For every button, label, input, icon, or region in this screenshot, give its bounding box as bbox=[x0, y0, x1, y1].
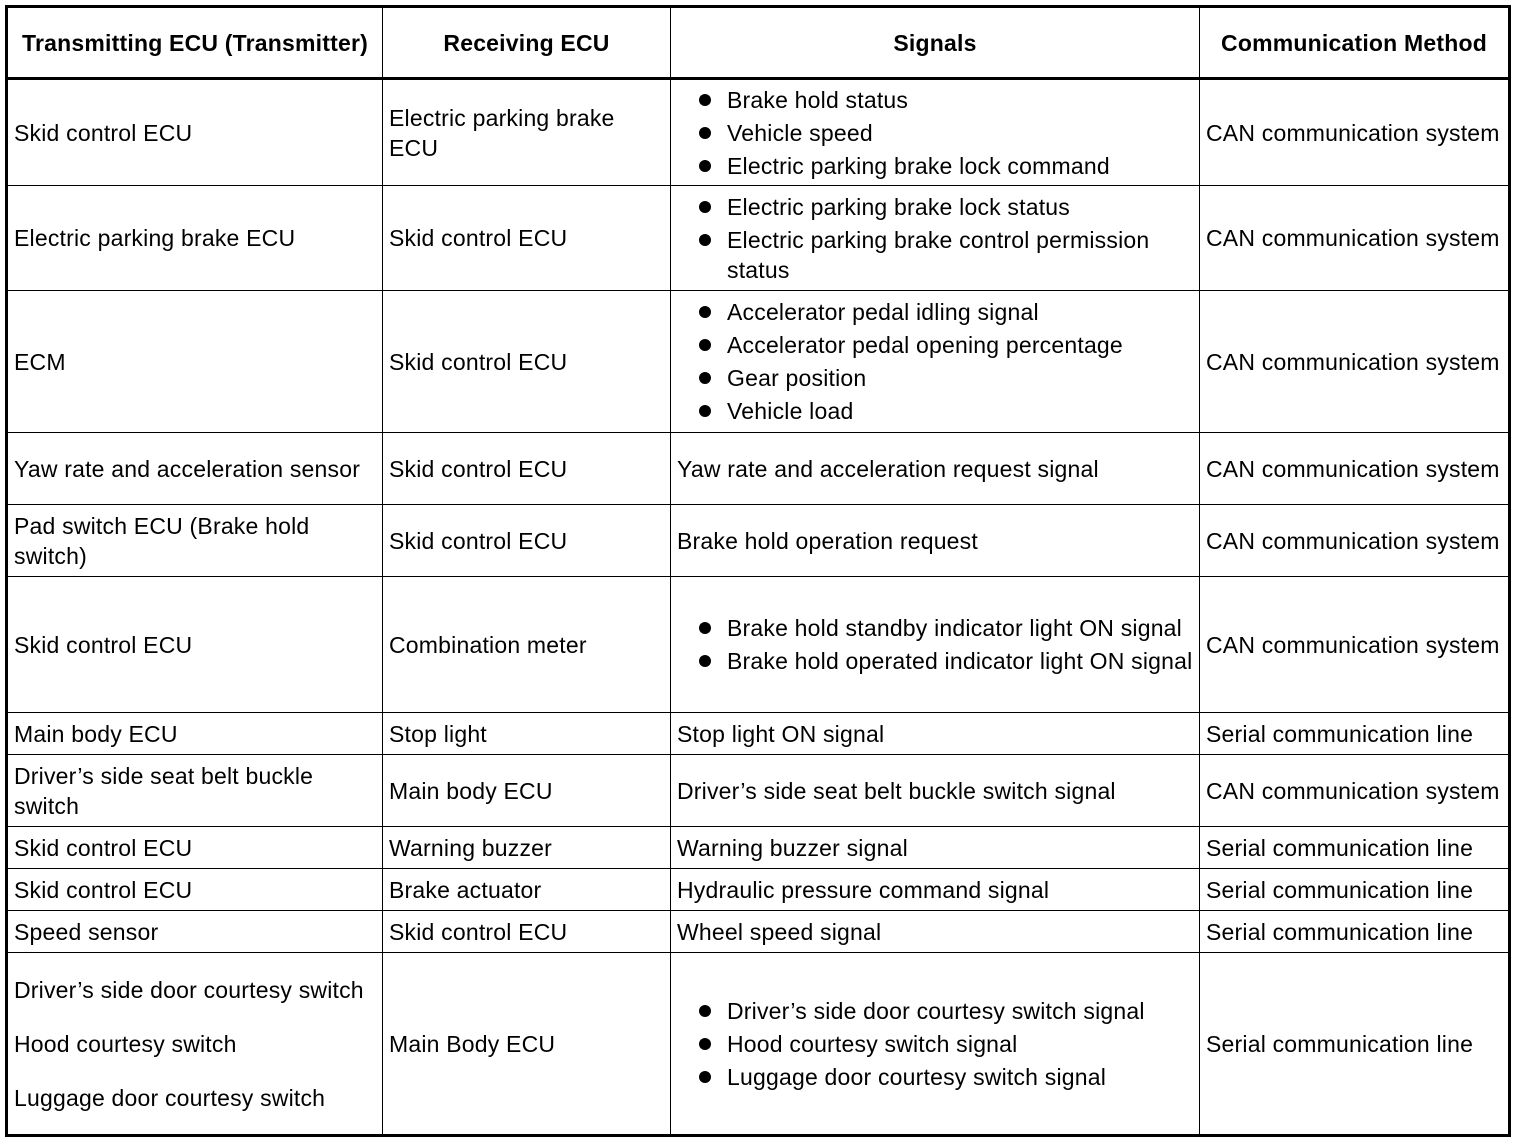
cell-communication-method: CAN communication system bbox=[1200, 577, 1510, 713]
cell-communication-method: Serial communication line bbox=[1200, 827, 1510, 869]
cell-transmitting-ecu bbox=[7, 186, 383, 291]
signal-list-item: Brake hold standby indicator light ON signal bbox=[695, 613, 1193, 643]
cell-transmitting-ecu bbox=[7, 713, 383, 755]
signal-list-item: Electric parking brake control permission status bbox=[695, 225, 1193, 285]
signal-list-item: Brake hold operated indicator light ON signal bbox=[695, 646, 1193, 676]
header-communication-method: Communication Method bbox=[1200, 7, 1510, 79]
cell-signals bbox=[671, 755, 1200, 827]
cell-transmitting-ecu bbox=[7, 291, 383, 433]
cell-signals bbox=[671, 869, 1200, 911]
table-row bbox=[7, 953, 1510, 1136]
cell-receiving-ecu: Skid control ECU bbox=[383, 186, 671, 291]
cell-receiving-ecu: Skid control ECU bbox=[383, 911, 671, 953]
cell-communication-method: CAN communication system bbox=[1200, 433, 1510, 505]
table-row bbox=[7, 186, 1510, 291]
cell-signals bbox=[671, 79, 1200, 186]
table-row bbox=[7, 869, 1510, 911]
table-row bbox=[7, 911, 1510, 953]
cell-transmitting-ecu bbox=[7, 911, 383, 953]
transmitting-ecu-text: Electric parking brake ECU bbox=[14, 225, 296, 251]
table-row bbox=[7, 827, 1510, 869]
cell-signals bbox=[671, 291, 1200, 433]
cell-receiving-ecu: Main body ECU bbox=[383, 755, 671, 827]
cell-receiving-ecu: Electric parking brake ECU bbox=[383, 79, 671, 186]
communication-table bbox=[5, 5, 1511, 1137]
cell-receiving-ecu: Skid control ECU bbox=[383, 291, 671, 433]
signal-list-item: Gear position bbox=[695, 363, 1193, 393]
transmitting-ecu-text: Pad switch ECU (Brake hold switch) bbox=[14, 512, 310, 569]
signal-list-item: Brake hold status bbox=[695, 85, 1193, 115]
signal-list bbox=[677, 85, 1193, 181]
transmitting-ecu-text: Yaw rate and acceleration sensor bbox=[14, 455, 361, 482]
cell-receiving-ecu: Combination meter bbox=[383, 577, 671, 713]
cell-receiving-ecu: Main Body ECU bbox=[383, 953, 671, 1136]
cell-communication-method: CAN communication system bbox=[1200, 291, 1510, 433]
cell-communication-method: CAN communication system bbox=[1200, 505, 1510, 577]
transmitting-ecu-text: Speed sensor bbox=[14, 918, 159, 945]
cell-receiving-ecu: Stop light bbox=[383, 713, 671, 755]
table-row bbox=[7, 291, 1510, 433]
cell-communication-method: Serial communication line bbox=[1200, 869, 1510, 911]
signal-list bbox=[677, 297, 1193, 426]
table-header bbox=[7, 7, 1510, 79]
cell-receiving-ecu: Skid control ECU bbox=[383, 505, 671, 577]
cell-communication-method: Serial communication line bbox=[1200, 713, 1510, 755]
signal-list-item: Luggage door courtesy switch signal bbox=[695, 1062, 1193, 1092]
signal-list bbox=[677, 192, 1193, 285]
table-row bbox=[7, 755, 1510, 827]
communication-table-container bbox=[5, 5, 1508, 1137]
table-row bbox=[7, 577, 1510, 713]
signal-list-item: Accelerator pedal idling signal bbox=[695, 297, 1193, 327]
signal-text: Yaw rate and acceleration request signal bbox=[677, 455, 1099, 482]
header-row bbox=[7, 7, 1510, 79]
transmitting-ecu-text: Luggage door courtesy switch bbox=[14, 1084, 326, 1111]
signal-list-item: Electric parking brake lock command bbox=[695, 151, 1193, 181]
table-row bbox=[7, 713, 1510, 755]
signal-text: Brake hold operation request bbox=[677, 527, 978, 554]
transmitting-ecu-text: Skid control ECU bbox=[14, 834, 193, 861]
cell-communication-method: CAN communication system bbox=[1200, 186, 1510, 291]
signal-list bbox=[677, 613, 1193, 676]
cell-communication-method: CAN communication system bbox=[1200, 79, 1510, 186]
cell-communication-method: Serial communication line bbox=[1200, 911, 1510, 953]
transmitting-ecu-text: ECM bbox=[14, 348, 66, 375]
signal-list-item: Driver’s side door courtesy switch signal bbox=[695, 996, 1193, 1026]
cell-signals bbox=[671, 713, 1200, 755]
cell-transmitting-ecu bbox=[7, 755, 383, 827]
signal-text: Stop light ON signal bbox=[677, 720, 885, 747]
header-signals: Signals bbox=[671, 7, 1200, 79]
cell-transmitting-ecu bbox=[7, 505, 383, 577]
transmitting-ecu-text: Skid control ECU bbox=[14, 119, 193, 146]
table-row bbox=[7, 433, 1510, 505]
transmitting-ecu-text: Hood courtesy switch bbox=[14, 1030, 237, 1057]
signal-list-item: Vehicle speed bbox=[695, 118, 1193, 148]
cell-signals bbox=[671, 433, 1200, 505]
cell-transmitting-ecu bbox=[7, 869, 383, 911]
signal-list-item: Electric parking brake lock status bbox=[695, 192, 1193, 222]
signal-text: Warning buzzer signal bbox=[677, 834, 908, 861]
transmitting-ecu-text: Skid control ECU bbox=[14, 631, 193, 658]
cell-transmitting-ecu bbox=[7, 79, 383, 186]
signal-list-item: Hood courtesy switch signal bbox=[695, 1029, 1193, 1059]
cell-signals bbox=[671, 186, 1200, 291]
cell-signals bbox=[671, 827, 1200, 869]
signal-text: Hydraulic pressure command signal bbox=[677, 876, 1050, 903]
signal-text: Wheel speed signal bbox=[677, 918, 882, 945]
transmitting-ecu-text: Driver’s side door courtesy switch bbox=[14, 976, 364, 1003]
cell-receiving-ecu: Warning buzzer bbox=[383, 827, 671, 869]
cell-transmitting-ecu bbox=[7, 433, 383, 505]
signal-list bbox=[677, 996, 1193, 1092]
table-row bbox=[7, 505, 1510, 577]
cell-signals bbox=[671, 577, 1200, 713]
cell-transmitting-ecu bbox=[7, 577, 383, 713]
signal-text: Driver’s side seat belt buckle switch signal bbox=[677, 777, 1116, 804]
transmitting-ecu-text: Driver’s side seat belt buckle switch bbox=[14, 762, 314, 819]
signal-list-item: Vehicle load bbox=[695, 396, 1193, 426]
header-transmitting-ecu: Transmitting ECU (Transmitter) bbox=[7, 7, 383, 79]
cell-communication-method: Serial communication line bbox=[1200, 953, 1510, 1136]
transmitting-ecu-text: Skid control ECU bbox=[14, 876, 193, 903]
cell-receiving-ecu: Brake actuator bbox=[383, 869, 671, 911]
transmitting-ecu-text: Main body ECU bbox=[14, 720, 178, 747]
table-row bbox=[7, 79, 1510, 186]
header-receiving-ecu: Receiving ECU bbox=[383, 7, 671, 79]
table-body bbox=[7, 79, 1510, 1136]
cell-communication-method: CAN communication system bbox=[1200, 755, 1510, 827]
cell-receiving-ecu: Skid control ECU bbox=[383, 433, 671, 505]
cell-signals bbox=[671, 911, 1200, 953]
signal-list-item: Accelerator pedal opening percentage bbox=[695, 330, 1193, 360]
cell-transmitting-ecu bbox=[7, 953, 383, 1136]
cell-signals bbox=[671, 505, 1200, 577]
cell-transmitting-ecu bbox=[7, 827, 383, 869]
cell-signals bbox=[671, 953, 1200, 1136]
